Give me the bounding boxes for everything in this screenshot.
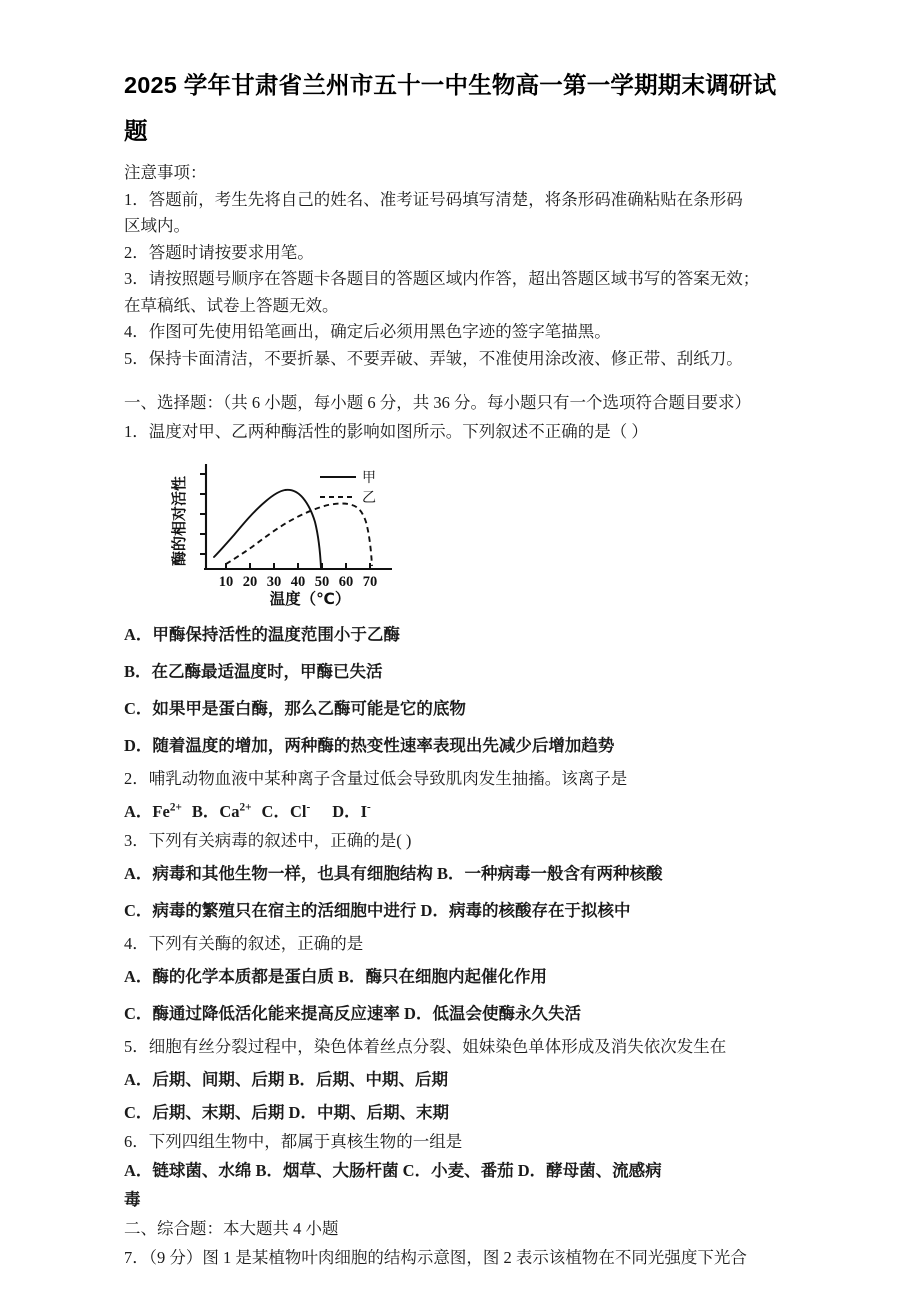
question-7-stem: 7．（9 分）图 1 是某植物叶肉细胞的结构示意图，图 2 表示该植物在不同光强度下光合 <box>124 1247 747 1267</box>
question-2-option-c: C．Cl- <box>261 801 311 821</box>
question-3-options-ab: A．病毒和其他生物一样，也具有细胞结构 B．一种病毒一般含有两种核酸 <box>124 863 663 883</box>
notice-item: 区域内。 <box>124 216 190 235</box>
question-1-option-a: A．甲酶保持活性的温度范围小于乙酶 <box>124 625 400 644</box>
question-1-option-c: C．如果甲是蛋白酶，那么乙酶可能是它的底物 <box>124 699 466 718</box>
notice-heading: 注意事项： <box>124 163 207 182</box>
notice-block <box>124 160 796 372</box>
question-6-stem: 6．下列四组生物中，都属于真核生物的一组是 <box>124 1131 463 1151</box>
page-title: 2025 学年甘肃省兰州市五十一中生物高一第一学期期末调研试题 <box>124 72 777 144</box>
question-3-stem: 3．下列有关病毒的叙述中，正确的是( ) <box>124 830 412 850</box>
x-tick-label: 10 <box>218 574 234 590</box>
section-two-heading: 二、综合题：本大题共 4 小题 <box>124 1218 339 1238</box>
enzyme-temperature-chart <box>160 456 406 608</box>
x-tick-label: 40 <box>290 574 306 590</box>
y-axis-label: 酶的相对活性 <box>171 475 188 566</box>
notice-item: 4．作图可先使用铅笔画出，确定后必须用黑色字迹的签字笔描黑。 <box>124 322 611 341</box>
x-tick-label: 50 <box>314 574 330 590</box>
question-4-options-ab: A．酶的化学本质都是蛋白质 B．酶只在细胞内起催化作用 <box>124 966 548 986</box>
question-5-stem: 5．细胞有丝分裂过程中，染色体着丝点分裂、姐妹染色单体形成及消失依次发生在 <box>124 1036 727 1056</box>
enzyme-activity-figure <box>124 456 796 608</box>
notice-item: 5．保持卡面清洁，不要折暴、不要弄破、弄皱，不准使用涂改液、修正带、刮纸刀。 <box>124 348 743 368</box>
question-2-stem: 2．哺乳动物血液中某种离子含量过低会导致肌肉发生抽搐。该离子是 <box>124 769 628 788</box>
question-6-options: A．链球菌、水绵 B．烟草、大肠杆菌 C．小麦、番茄 D．酵母菌、流感病 <box>124 1160 662 1180</box>
legend-label-jia: 甲 <box>362 469 376 485</box>
question-2-option-a: A．$Fe^{2+}$ <box>124 801 182 821</box>
question-5-options-cd: C．后期、末期、后期 D．中期、后期、末期 <box>124 1102 449 1122</box>
notice-item: 2．答题时请按要求用笔。 <box>124 242 314 262</box>
x-tick-label: 30 <box>266 574 282 590</box>
legend-label-yi: 乙 <box>362 489 376 505</box>
question-1-option-d: D．随着温度的增加，两种酶的热变性速率表现出先减少后增加趋势 <box>124 736 615 755</box>
question-6-options-cont: 毒 <box>124 1189 141 1209</box>
x-tick-label: 60 <box>338 574 354 590</box>
question-4-stem: 4．下列有关酶的叙述，正确的是 <box>124 933 364 953</box>
question-4-options-cd: C．酶通过降低活化能来提高反应速率 D．低温会使酶永久失活 <box>124 1003 581 1023</box>
question-1-option-b: B．在乙酶最适温度时，甲酶已失活 <box>124 662 383 681</box>
x-axis-label: 温度（℃） <box>269 591 351 608</box>
notice-item: 在草稿纸、试卷上答题无效。 <box>124 295 339 315</box>
question-2-option-d: D．I- <box>332 801 371 821</box>
question-3-options-cd: C．病毒的繁殖只在宿主的活细胞中进行 D．病毒的核酸存在于拟核中 <box>124 900 631 920</box>
section-one-heading: 一、选择题：（共 6 小题，每小题 6 分，共 36 分。每小题只有一个选项符合题目要求） <box>124 393 751 412</box>
question-5-options-ab: A．后期、间期、后期 B．后期、中期、后期 <box>124 1069 449 1089</box>
page-content <box>124 62 796 1272</box>
x-tick-label: 20 <box>242 574 258 590</box>
question-2-option-b: B．$Ca^{2+}$ <box>191 801 252 821</box>
x-tick-label: 70 <box>362 574 378 590</box>
notice-item: 1．答题前，考生先将自己的姓名、准考证号码填写清楚，将条形码准确粘贴在条形码 <box>124 189 743 209</box>
question-2-options <box>124 793 796 826</box>
notice-item: 3．请按照题号顺序在答题卡各题目的答题区域内作答，超出答题区域书写的答案无效； <box>124 269 760 288</box>
question-1-stem: 1．温度对甲、乙两种酶活性的影响如图所示。下列叙述不正确的是（ ） <box>124 422 648 441</box>
